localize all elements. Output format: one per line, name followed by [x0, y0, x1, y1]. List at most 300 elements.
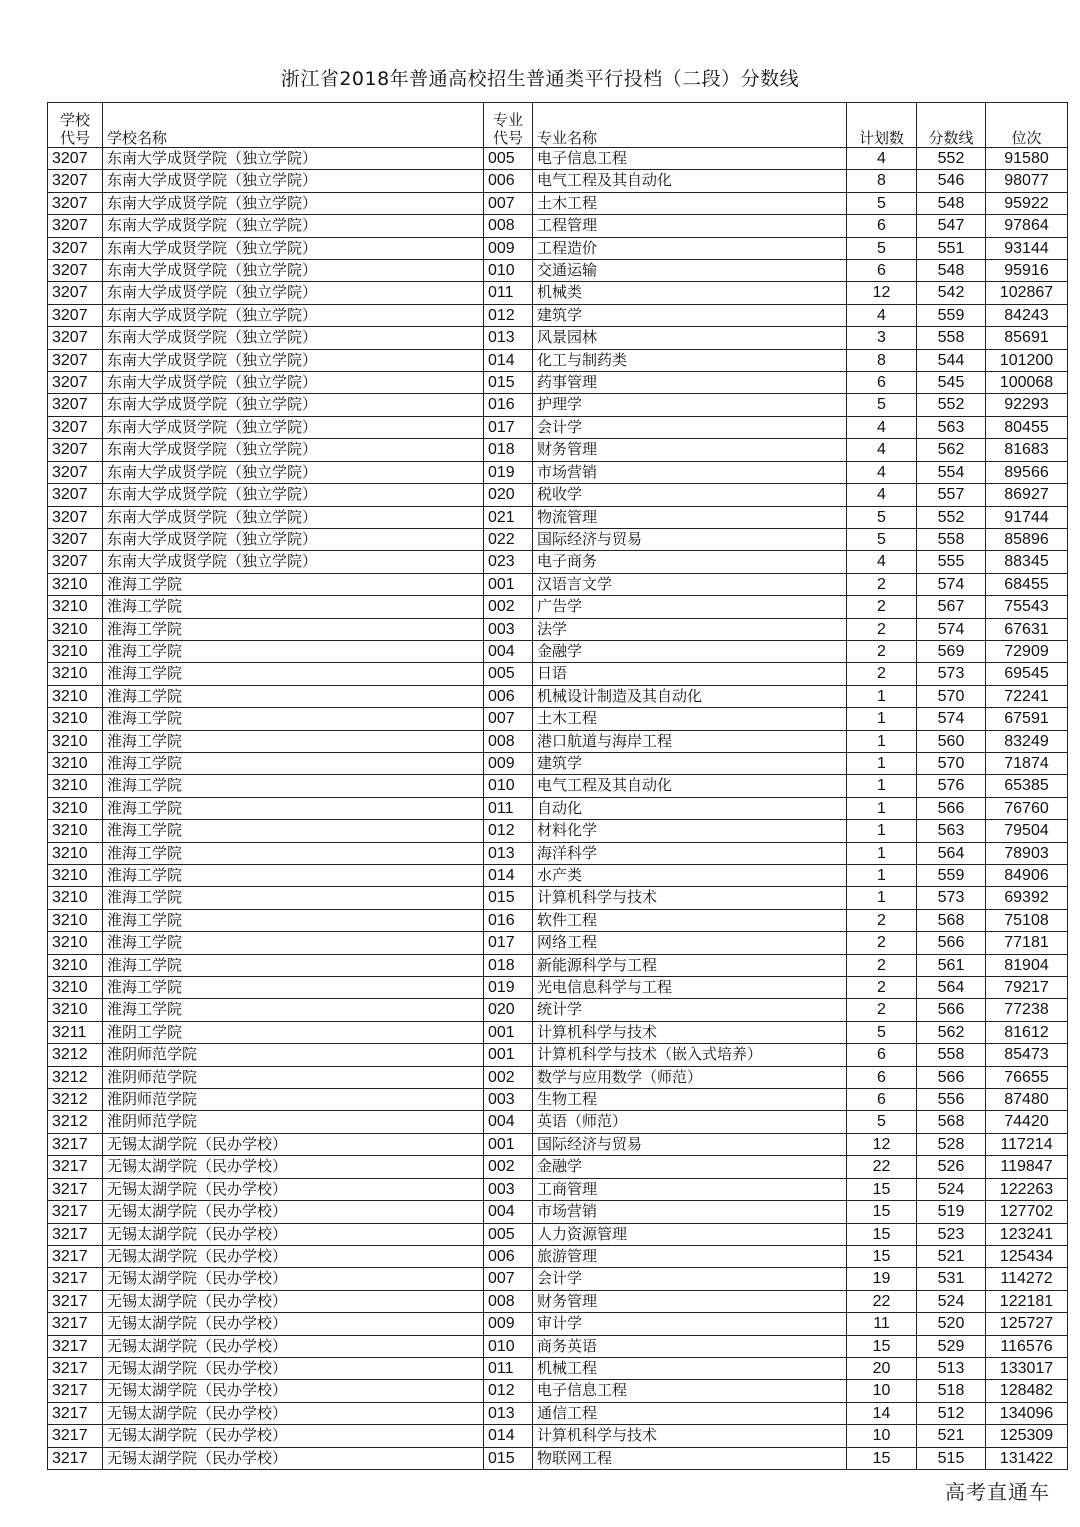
table-row [48, 663, 1068, 685]
cell-major-code: 013 [484, 842, 533, 864]
cell-rank: 80455 [986, 416, 1068, 438]
header-score: 分数线 [917, 103, 986, 148]
cell-school-name: 淮海工学院 [103, 596, 484, 618]
cell-major-name: 港口航道与海岸工程 [533, 730, 847, 752]
cell-rank: 85691 [986, 327, 1068, 349]
cell-major-name: 数学与应用数学（师范） [533, 1066, 847, 1088]
cell-plan: 4 [847, 461, 917, 483]
header-school-code [48, 103, 103, 148]
cell-score: 515 [917, 1447, 986, 1469]
cell-major-name: 机械工程 [533, 1357, 847, 1379]
cell-rank: 91580 [986, 148, 1068, 170]
cell-school-name: 淮海工学院 [103, 663, 484, 685]
cell-major-code: 016 [484, 394, 533, 416]
cell-school-code: 3207 [48, 551, 103, 573]
cell-school-code: 3217 [48, 1245, 103, 1267]
cell-school-code: 3207 [48, 170, 103, 192]
cell-score: 566 [917, 999, 986, 1021]
table-row [48, 170, 1068, 192]
cell-major-code: 018 [484, 954, 533, 976]
cell-rank: 125727 [986, 1313, 1068, 1335]
cell-school-name: 东南大学成贤学院（独立学院） [103, 349, 484, 371]
cell-rank: 131422 [986, 1447, 1068, 1469]
table-row [48, 1066, 1068, 1088]
cell-major-name: 计算机科学与技术 [533, 1021, 847, 1043]
cell-school-name: 淮海工学院 [103, 640, 484, 662]
cell-school-name: 淮海工学院 [103, 797, 484, 819]
cell-major-code: 002 [484, 596, 533, 618]
cell-plan: 1 [847, 865, 917, 887]
cell-plan: 15 [847, 1335, 917, 1357]
cell-school-name: 淮海工学院 [103, 954, 484, 976]
cell-major-name: 税收学 [533, 484, 847, 506]
cell-school-name: 东南大学成贤学院（独立学院） [103, 192, 484, 214]
table-row [48, 484, 1068, 506]
table-row [48, 1425, 1068, 1447]
cell-rank: 75108 [986, 909, 1068, 931]
cell-plan: 11 [847, 1313, 917, 1335]
cell-plan: 2 [847, 596, 917, 618]
cell-school-name: 无锡太湖学院（民办学校） [103, 1313, 484, 1335]
cell-school-code: 3207 [48, 237, 103, 259]
cell-plan: 15 [847, 1245, 917, 1267]
cell-plan: 4 [847, 304, 917, 326]
cell-plan: 15 [847, 1201, 917, 1223]
cell-school-name: 东南大学成贤学院（独立学院） [103, 528, 484, 550]
cell-score: 556 [917, 1089, 986, 1111]
header-school-code-line2: 代号 [59, 129, 90, 147]
cell-major-name: 计算机科学与技术 [533, 1425, 847, 1447]
cell-score: 573 [917, 663, 986, 685]
cell-school-name: 东南大学成贤学院（独立学院） [103, 215, 484, 237]
cell-score: 562 [917, 439, 986, 461]
cell-plan: 2 [847, 618, 917, 640]
table-row [48, 1044, 1068, 1066]
cell-major-code: 016 [484, 909, 533, 931]
cell-school-name: 无锡太湖学院（民办学校） [103, 1178, 484, 1200]
cell-rank: 122263 [986, 1178, 1068, 1200]
cell-score: 574 [917, 708, 986, 730]
cell-major-code: 014 [484, 865, 533, 887]
table-row [48, 1111, 1068, 1133]
cell-school-name: 东南大学成贤学院（独立学院） [103, 416, 484, 438]
cell-major-name: 风景园林 [533, 327, 847, 349]
cell-score: 563 [917, 820, 986, 842]
cell-rank: 102867 [986, 282, 1068, 304]
cell-school-code: 3207 [48, 327, 103, 349]
cell-school-code: 3207 [48, 192, 103, 214]
cell-major-name: 商务英语 [533, 1335, 847, 1357]
cell-score: 529 [917, 1335, 986, 1357]
table-row [48, 1313, 1068, 1335]
cell-major-name: 金融学 [533, 1156, 847, 1178]
page-title: 浙江省2018年普通高校招生普通类平行投档（二段）分数线 [280, 68, 800, 90]
table-row [48, 1089, 1068, 1111]
cell-plan: 2 [847, 977, 917, 999]
table-row [48, 618, 1068, 640]
cell-score: 563 [917, 416, 986, 438]
table-row [48, 865, 1068, 887]
cell-major-code: 014 [484, 349, 533, 371]
cell-school-code: 3217 [48, 1201, 103, 1223]
cell-rank: 74420 [986, 1111, 1068, 1133]
cell-major-name: 统计学 [533, 999, 847, 1021]
cell-school-code: 3207 [48, 461, 103, 483]
cell-major-code: 013 [484, 327, 533, 349]
table-row [48, 1357, 1068, 1379]
cell-plan: 6 [847, 1089, 917, 1111]
cell-rank: 78903 [986, 842, 1068, 864]
cell-school-name: 无锡太湖学院（民办学校） [103, 1380, 484, 1402]
cell-score: 545 [917, 372, 986, 394]
cell-score: 547 [917, 215, 986, 237]
table-row [48, 685, 1068, 707]
cell-score: 566 [917, 797, 986, 819]
cell-major-name: 光电信息科学与工程 [533, 977, 847, 999]
cell-school-code: 3217 [48, 1425, 103, 1447]
table-row [48, 416, 1068, 438]
cell-score: 558 [917, 327, 986, 349]
table-row [48, 506, 1068, 528]
cell-rank: 93144 [986, 237, 1068, 259]
cell-major-code: 014 [484, 1425, 533, 1447]
cell-major-name: 市场营销 [533, 1201, 847, 1223]
cell-plan: 2 [847, 932, 917, 954]
cell-major-code: 010 [484, 1335, 533, 1357]
cell-major-name: 广告学 [533, 596, 847, 618]
cell-score: 551 [917, 237, 986, 259]
cell-score: 574 [917, 573, 986, 595]
table-row [48, 551, 1068, 573]
cell-score: 566 [917, 1066, 986, 1088]
cell-school-code: 3207 [48, 506, 103, 528]
cell-plan: 1 [847, 887, 917, 909]
cell-major-code: 010 [484, 260, 533, 282]
cell-plan: 4 [847, 484, 917, 506]
table-row [48, 260, 1068, 282]
table-row [48, 1380, 1068, 1402]
cell-school-name: 东南大学成贤学院（独立学院） [103, 327, 484, 349]
header-school-code-line1: 学校 [59, 111, 90, 129]
cell-major-code: 001 [484, 1133, 533, 1155]
cell-plan: 4 [847, 148, 917, 170]
cell-school-code: 3207 [48, 282, 103, 304]
cell-rank: 85473 [986, 1044, 1068, 1066]
cell-major-code: 003 [484, 1089, 533, 1111]
cell-rank: 88345 [986, 551, 1068, 573]
cell-major-name: 旅游管理 [533, 1245, 847, 1267]
cell-major-name: 财务管理 [533, 1290, 847, 1312]
cell-major-name: 水产类 [533, 865, 847, 887]
cell-school-code: 3210 [48, 640, 103, 662]
table-row [48, 640, 1068, 662]
cell-school-name: 淮海工学院 [103, 999, 484, 1021]
table-row [48, 349, 1068, 371]
cell-school-name: 淮海工学院 [103, 932, 484, 954]
cell-major-code: 023 [484, 551, 533, 573]
cell-school-name: 无锡太湖学院（民办学校） [103, 1335, 484, 1357]
cell-major-name: 机械类 [533, 282, 847, 304]
cell-rank: 95922 [986, 192, 1068, 214]
cell-major-code: 005 [484, 148, 533, 170]
table-row [48, 775, 1068, 797]
cell-plan: 2 [847, 909, 917, 931]
cell-rank: 123241 [986, 1223, 1068, 1245]
cell-major-name: 计算机科学与技术（嵌入式培养） [533, 1044, 847, 1066]
cell-rank: 101200 [986, 349, 1068, 371]
cell-rank: 68455 [986, 573, 1068, 595]
cell-major-name: 物流管理 [533, 506, 847, 528]
cell-school-code: 3207 [48, 304, 103, 326]
table-row [48, 1178, 1068, 1200]
cell-rank: 81683 [986, 439, 1068, 461]
cell-plan: 4 [847, 551, 917, 573]
cell-score: 574 [917, 618, 986, 640]
cell-major-name: 建筑学 [533, 304, 847, 326]
cell-major-name: 通信工程 [533, 1402, 847, 1424]
cell-rank: 76655 [986, 1066, 1068, 1088]
cell-school-code: 3212 [48, 1044, 103, 1066]
cell-major-name: 机械设计制造及其自动化 [533, 685, 847, 707]
cell-score: 519 [917, 1201, 986, 1223]
cell-school-code: 3212 [48, 1089, 103, 1111]
cell-school-name: 东南大学成贤学院（独立学院） [103, 170, 484, 192]
cell-school-name: 淮海工学院 [103, 820, 484, 842]
cell-score: 561 [917, 954, 986, 976]
cell-major-code: 008 [484, 730, 533, 752]
cell-school-name: 淮阴师范学院 [103, 1066, 484, 1088]
header-major-code-line1: 专业 [492, 111, 523, 129]
cell-major-code: 001 [484, 1021, 533, 1043]
cell-school-code: 3210 [48, 752, 103, 774]
cell-plan: 5 [847, 1111, 917, 1133]
cell-plan: 1 [847, 842, 917, 864]
cell-major-name: 药事管理 [533, 372, 847, 394]
cell-plan: 6 [847, 1066, 917, 1088]
cell-school-name: 淮海工学院 [103, 775, 484, 797]
cell-major-name: 土木工程 [533, 708, 847, 730]
cell-major-code: 005 [484, 1223, 533, 1245]
cell-score: 552 [917, 506, 986, 528]
watermark: 高考直通车 [945, 1480, 1050, 1504]
cell-score: 559 [917, 304, 986, 326]
cell-rank: 114272 [986, 1268, 1068, 1290]
cell-major-name: 材料化学 [533, 820, 847, 842]
cell-school-code: 3217 [48, 1290, 103, 1312]
cell-score: 512 [917, 1402, 986, 1424]
cell-school-code: 3210 [48, 708, 103, 730]
header-major-name: 专业名称 [533, 103, 847, 148]
cell-rank: 125434 [986, 1245, 1068, 1267]
cell-score: 544 [917, 349, 986, 371]
cell-score: 518 [917, 1380, 986, 1402]
cell-major-name: 英语（师范） [533, 1111, 847, 1133]
cell-plan: 15 [847, 1178, 917, 1200]
cell-score: 548 [917, 192, 986, 214]
cell-school-name: 无锡太湖学院（民办学校） [103, 1290, 484, 1312]
cell-major-code: 011 [484, 1357, 533, 1379]
cell-school-code: 3211 [48, 1021, 103, 1043]
cell-score: 555 [917, 551, 986, 573]
cell-school-name: 淮阴师范学院 [103, 1044, 484, 1066]
cell-major-code: 018 [484, 439, 533, 461]
cell-rank: 97864 [986, 215, 1068, 237]
cell-major-name: 工程管理 [533, 215, 847, 237]
cell-rank: 87480 [986, 1089, 1068, 1111]
cell-major-name: 新能源科学与工程 [533, 954, 847, 976]
cell-major-name: 金融学 [533, 640, 847, 662]
cell-rank: 127702 [986, 1201, 1068, 1223]
cell-school-code: 3217 [48, 1380, 103, 1402]
cell-major-code: 012 [484, 820, 533, 842]
table-row [48, 573, 1068, 595]
cell-plan: 15 [847, 1447, 917, 1469]
cell-school-name: 无锡太湖学院（民办学校） [103, 1156, 484, 1178]
cell-major-code: 001 [484, 573, 533, 595]
table-row [48, 1402, 1068, 1424]
cell-plan: 1 [847, 685, 917, 707]
cell-score: 523 [917, 1223, 986, 1245]
cell-rank: 83249 [986, 730, 1068, 752]
cell-major-code: 013 [484, 1402, 533, 1424]
cell-score: 560 [917, 730, 986, 752]
cell-school-code: 3210 [48, 596, 103, 618]
cell-school-name: 东南大学成贤学院（独立学院） [103, 304, 484, 326]
cell-plan: 6 [847, 260, 917, 282]
cell-major-name: 日语 [533, 663, 847, 685]
cell-major-code: 008 [484, 215, 533, 237]
cell-major-name: 护理学 [533, 394, 847, 416]
cell-score: 531 [917, 1268, 986, 1290]
cell-rank: 85896 [986, 528, 1068, 550]
cell-plan: 10 [847, 1425, 917, 1447]
cell-major-code: 004 [484, 1111, 533, 1133]
cell-school-name: 东南大学成贤学院（独立学院） [103, 282, 484, 304]
cell-school-name: 东南大学成贤学院（独立学院） [103, 394, 484, 416]
cell-plan: 8 [847, 170, 917, 192]
cell-school-name: 淮海工学院 [103, 685, 484, 707]
table-row [48, 999, 1068, 1021]
cell-score: 524 [917, 1178, 986, 1200]
cell-rank: 84243 [986, 304, 1068, 326]
cell-school-name: 东南大学成贤学院（独立学院） [103, 461, 484, 483]
cell-major-code: 022 [484, 528, 533, 550]
table-row [48, 282, 1068, 304]
cell-school-name: 淮海工学院 [103, 573, 484, 595]
cell-score: 528 [917, 1133, 986, 1155]
cell-major-code: 009 [484, 237, 533, 259]
cell-major-name: 电气工程及其自动化 [533, 170, 847, 192]
table-row [48, 596, 1068, 618]
cell-rank: 89566 [986, 461, 1068, 483]
cell-school-name: 东南大学成贤学院（独立学院） [103, 506, 484, 528]
cell-school-name: 淮海工学院 [103, 708, 484, 730]
cell-plan: 14 [847, 1402, 917, 1424]
cell-school-name: 淮海工学院 [103, 865, 484, 887]
cell-plan: 1 [847, 775, 917, 797]
cell-school-code: 3210 [48, 730, 103, 752]
cell-plan: 10 [847, 1380, 917, 1402]
cell-school-code: 3217 [48, 1156, 103, 1178]
cell-school-code: 3210 [48, 887, 103, 909]
cell-major-code: 017 [484, 932, 533, 954]
cell-major-name: 软件工程 [533, 909, 847, 931]
cell-plan: 1 [847, 820, 917, 842]
cell-school-code: 3207 [48, 215, 103, 237]
table-row [48, 932, 1068, 954]
cell-major-code: 012 [484, 304, 533, 326]
cell-school-name: 东南大学成贤学院（独立学院） [103, 237, 484, 259]
cell-score: 562 [917, 1021, 986, 1043]
header-rank: 位次 [986, 103, 1068, 148]
header-major-code-line2: 代号 [492, 129, 523, 147]
cell-school-name: 淮海工学院 [103, 752, 484, 774]
cell-rank: 95916 [986, 260, 1068, 282]
cell-major-name: 法学 [533, 618, 847, 640]
table-row [48, 461, 1068, 483]
cell-school-code: 3217 [48, 1268, 103, 1290]
cell-major-code: 004 [484, 640, 533, 662]
cell-school-name: 无锡太湖学院（民办学校） [103, 1268, 484, 1290]
cell-school-code: 3210 [48, 954, 103, 976]
cell-rank: 125309 [986, 1425, 1068, 1447]
table-row [48, 1268, 1068, 1290]
cell-score: 558 [917, 1044, 986, 1066]
table-row [48, 954, 1068, 976]
table-row [48, 148, 1068, 170]
cell-plan: 4 [847, 416, 917, 438]
cell-major-code: 006 [484, 1245, 533, 1267]
cell-school-code: 3207 [48, 439, 103, 461]
cell-rank: 119847 [986, 1156, 1068, 1178]
header-school-name: 学校名称 [103, 103, 484, 148]
cell-plan: 22 [847, 1156, 917, 1178]
cell-school-code: 3207 [48, 349, 103, 371]
cell-plan: 5 [847, 1021, 917, 1043]
table-row [48, 1201, 1068, 1223]
table-row [48, 1290, 1068, 1312]
cell-major-code: 011 [484, 797, 533, 819]
cell-major-name: 海洋科学 [533, 842, 847, 864]
cell-major-code: 007 [484, 1268, 533, 1290]
cell-rank: 75543 [986, 596, 1068, 618]
cell-major-code: 020 [484, 484, 533, 506]
cell-school-code: 3210 [48, 977, 103, 999]
cell-plan: 2 [847, 663, 917, 685]
table-row [48, 1447, 1068, 1469]
cell-rank: 92293 [986, 394, 1068, 416]
table-row [48, 1156, 1068, 1178]
cell-school-name: 东南大学成贤学院（独立学院） [103, 148, 484, 170]
table-row [48, 372, 1068, 394]
cell-major-name: 会计学 [533, 416, 847, 438]
cell-school-name: 东南大学成贤学院（独立学院） [103, 372, 484, 394]
cell-rank: 117214 [986, 1133, 1068, 1155]
cell-rank: 77181 [986, 932, 1068, 954]
table-row [48, 820, 1068, 842]
cell-score: 558 [917, 528, 986, 550]
cell-major-code: 003 [484, 618, 533, 640]
table-row [48, 842, 1068, 864]
cell-rank: 100068 [986, 372, 1068, 394]
cell-rank: 79217 [986, 977, 1068, 999]
cell-major-code: 008 [484, 1290, 533, 1312]
table-row [48, 237, 1068, 259]
cell-school-name: 东南大学成贤学院（独立学院） [103, 439, 484, 461]
cell-rank: 67591 [986, 708, 1068, 730]
cell-score: 552 [917, 394, 986, 416]
cell-rank: 71874 [986, 752, 1068, 774]
